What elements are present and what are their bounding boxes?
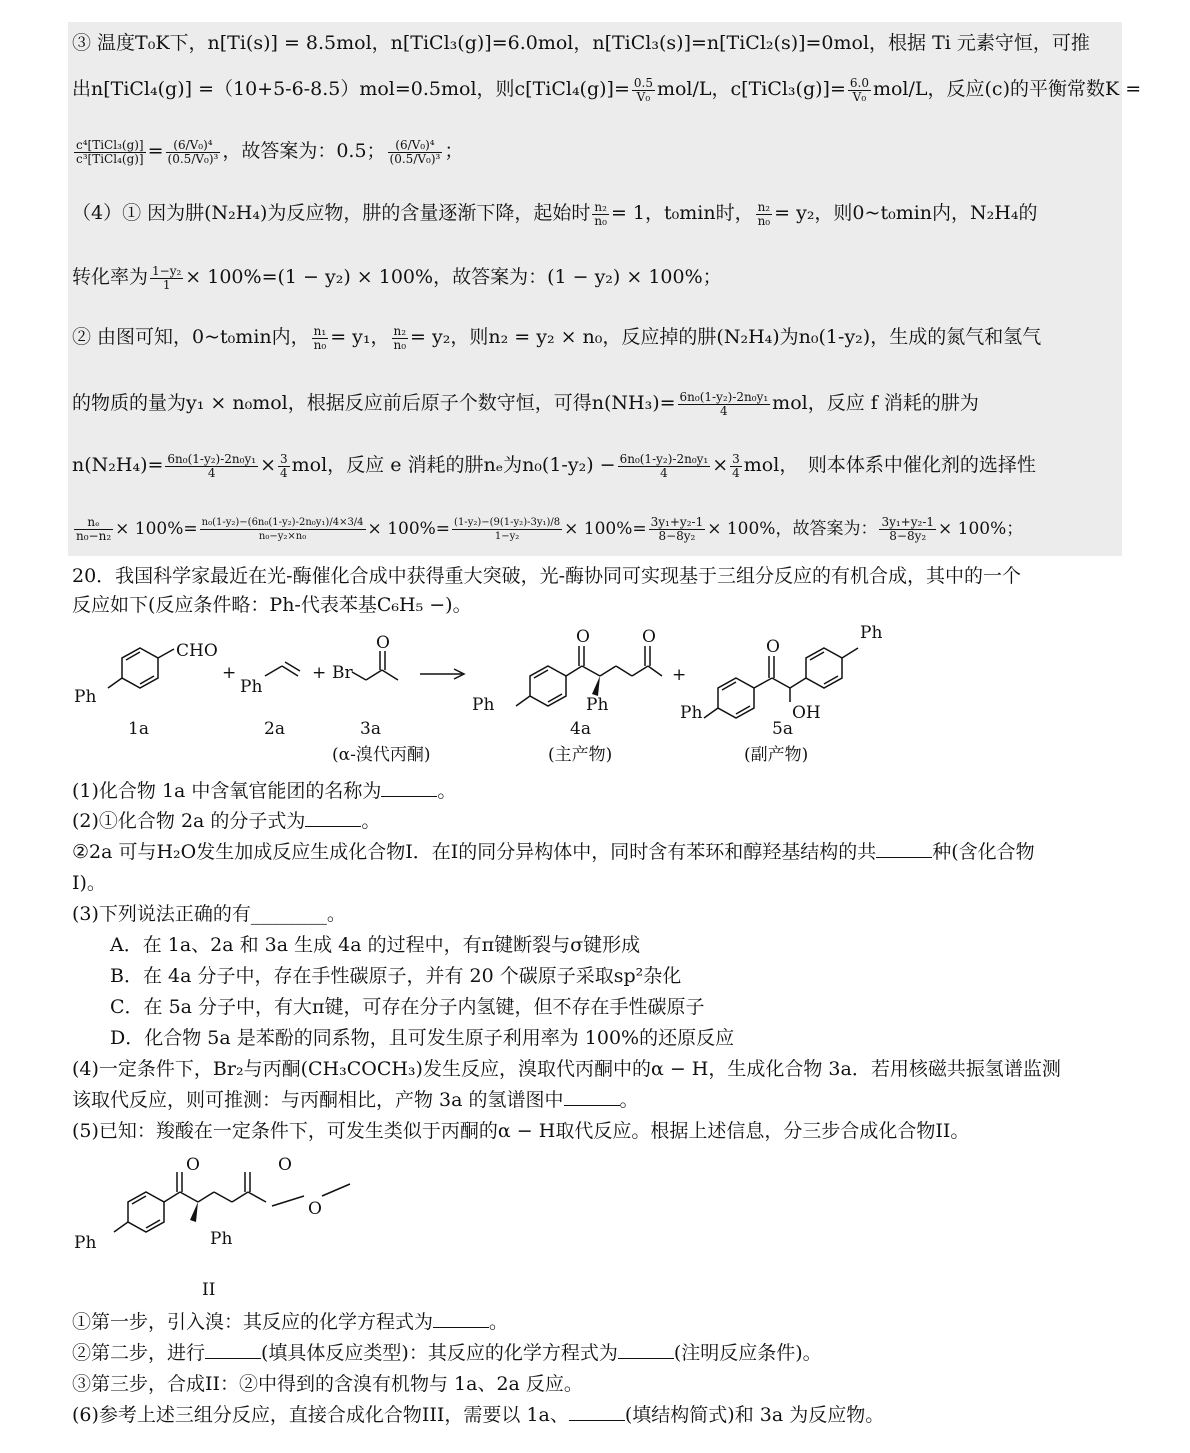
solution-line: $\frac{\text{nₑ}}{\text{n₀−n₂}}$ × 100%= $\frac{\text{n₀(1-y₂)−(6n₀(1-y₂)-2n₀y₁)/4×3/4}}{\text{n₀−y₂×n₀}}$ × 100%= $\frac{\text{(1-y₂)−(9(1-y₂)-3y₁)/8}}{\text{1−y₂}}$ × 100%= $\frac{\text{3y₁+y₂-1}}{\text{8−8y₂}}$ × 100%，故答案为： $\frac{\text{3y₁+y₂-1}}{\text{8−8y₂}}$ × 100%；: [76, 515, 1024, 543]
fraction: $\frac{\text{3y₁+y₂-1}}{\text{8−8y₂}}$: [881, 515, 935, 543]
fraction: $\frac{\text{1−y₂}}{1}$: [152, 263, 182, 292]
fraction: $\frac{\text{c⁴[TiCl₃(g)]}}{\text{c³[TiCl₄(g)]}}$: [76, 137, 144, 166]
benzene-ring: [128, 1192, 164, 1232]
compound-label-4a: 4a: [570, 719, 591, 739]
fraction: $\frac{\text{(6/V₀)⁴}}{\text{(0.5/V₀)³}}$: [167, 137, 219, 166]
fraction: $\frac{\text{n₂}}{\text{n₀}}$: [393, 323, 407, 352]
solution-line: 的物质的量为y₁ × n₀mol，根据反应前后原子个数守恒，可得n(NH₃)= $\frac{\text{6n₀(1-y₂)-2n₀y₁}}{4}$ mol，反应 f 消耗的肼为: [72, 389, 979, 418]
ph-label: Ph: [680, 703, 703, 723]
compound-note-3a: (α-溴代丙酮): [332, 745, 431, 765]
question-stem: 反应如下(反应条件略：Ph-代表苯基C₆H₅ −)。: [72, 594, 472, 616]
fraction: $\frac{\text{n₁}}{\text{n₀}}$: [313, 323, 327, 352]
solution-line: ③ 温度T₀K下，n[Ti(s)] = 8.5mol，n[TiCl₃(g)]=6.0mol，n[TiCl₃(s)]=n[TiCl₂(s)]=0mol，根据 Ti 元素守恒，可推: [72, 32, 1090, 54]
o-label: O: [376, 633, 390, 653]
o-label: O: [576, 627, 590, 647]
question-item: ①第一步，引入溴：其反应的化学方程式为 。: [72, 1311, 509, 1333]
fraction: $\frac{\text{6n₀(1-y₂)-2n₀y₁}}{4}$: [679, 389, 769, 418]
ph-label: Ph: [586, 695, 609, 715]
choice-option-a: A．在 1a、2a 和 3a 生成 4a 的过程中，有π键断裂与σ键形成: [110, 934, 641, 956]
choice-option-d: D．化合物 5a 是苯酚的同系物，且可发生原子利用率为 100%的还原反应: [110, 1027, 735, 1049]
question-item: ②第二步，进行 (填具体反应类型)：其反应的化学方程式为 (注明反应条件)。: [72, 1342, 822, 1364]
question-item: (6)参考上述三组分反应，直接合成化合物III，需要以 1a、 (填结构简式)和 3a 为反应物。: [72, 1404, 885, 1426]
question-item: ③第三步，合成II：②中得到的含溴有机物与 1a、2a 反应。: [72, 1373, 583, 1395]
o-label: O: [278, 1155, 292, 1175]
fraction: $\frac{\text{3y₁+y₂-1}}{\text{8−8y₂}}$: [650, 515, 704, 543]
plus-sign: +: [222, 663, 237, 683]
ph-label: Ph: [210, 1229, 233, 1249]
choice-option-c: C．在 5a 分子中，有大π键，可存在分子内氢键，但不存在手性碳原子: [110, 996, 705, 1018]
ph-label: Ph: [860, 623, 883, 643]
ph-label: Ph: [240, 677, 263, 697]
solution-line: （4）① 因为肼(N₂H₄)为反应物，肼的含量逐渐下降，起始时 $\frac{\text{n₂}}{\text{n₀}}$ = 1，t₀min时， $\frac{\text{n₂}}{\text{n₀}}$ = y₂，则0~t₀min内，N₂H₄的: [72, 199, 1038, 228]
fraction: $\frac{\text{6n₀(1-y₂)-2n₀y₁}}{4}$: [167, 451, 257, 480]
answer-blank[interactable]: [305, 808, 361, 827]
wedge-bond: [592, 676, 600, 696]
fraction: $\frac{0.5}{\text{V₀}}$: [633, 75, 653, 104]
cho-label: CHO: [176, 641, 218, 661]
question-item: (2)①化合物 2a 的分子式为 。: [72, 810, 381, 832]
solution-line: 转化率为 $\frac{\text{1−y₂}}{1}$ × 100%=(1 − y₂) × 100%，故答案为：(1 − y₂) × 100%；: [72, 263, 722, 292]
question-item: (3)下列说法正确的有________。: [72, 903, 346, 925]
ph-label: Ph: [472, 695, 495, 715]
solution-line: $\frac{\text{c⁴[TiCl₃(g)]}}{\text{c³[TiCl₄(g)]}}$ = $\frac{\text{(6/V₀)⁴}}{\text{(0.5/V₀)³}}$ ，故答案为：0.5； $\frac{\text{(6/V₀)⁴}}{\text{(0.5/V₀)³}}$ ；: [76, 137, 464, 166]
benzene-ring-1a: [122, 648, 158, 688]
answer-blank[interactable]: [569, 1402, 625, 1421]
answer-blank[interactable]: [205, 1340, 261, 1359]
compound-label-ii: II: [202, 1280, 216, 1300]
plus-sign: +: [672, 665, 687, 685]
compound-note-4a: (主产物): [548, 745, 613, 765]
question-item: (1)化合物 1a 中含氧官能团的名称为 。: [72, 780, 457, 802]
solution-line: n(N₂H₄)= $\frac{\text{6n₀(1-y₂)-2n₀y₁}}{4}$ × $\frac{3}{4}$ mol，反应 e 消耗的肼nₑ为n₀(1-y₂) − $\frac{\text{6n₀(1-y₂)-2n₀y₁}}{4}$ × $\frac{3}{4}$ mol， 则本体系中催化剂的选择性: [72, 451, 1036, 480]
question-item: (5)已知：羧酸在一定条件下，可发生类似于丙酮的α − H取代反应。根据上述信息，分三步合成化合物II。: [72, 1120, 970, 1142]
plus-sign: +: [312, 663, 327, 683]
question-item: 该取代反应，则可推测：与丙酮相比，产物 3a 的氢谱图中 。: [72, 1089, 639, 1111]
wedge-bond: [190, 1202, 198, 1222]
compound-label-3a: 3a: [360, 719, 381, 739]
answer-blank[interactable]: [381, 778, 437, 797]
fraction: $\frac{\text{n₂}}{\text{n₀}}$: [757, 199, 771, 228]
solution-line: ② 由图可知，0~t₀min内， $\frac{\text{n₁}}{\text{n₀}}$ = y₁， $\frac{\text{n₂}}{\text{n₀}}$ = y₂，则n₂ = y₂ × n₀，反应掉的肼(N₂H₄)为n₀(1-y₂)，生成的氮气和氢气: [72, 323, 1042, 352]
fraction: $\frac{\text{n₀(1-y₂)−(6n₀(1-y₂)-2n₀y₁)/4×3/4}}{\text{n₀−y₂×n₀}}$: [201, 517, 364, 542]
compound-label-2a: 2a: [264, 719, 285, 739]
o-label: O: [308, 1199, 322, 1219]
fraction: $\frac{\text{nₑ}}{\text{n₀−n₂}}$: [76, 515, 112, 543]
choice-option-b: B．在 4a 分子中，存在手性碳原子，并有 20 个碳原子采取sp²杂化: [110, 965, 682, 987]
compound-note-5a: (副产物): [744, 745, 809, 765]
ph-label: Ph: [74, 1233, 97, 1253]
oh-label: OH: [792, 703, 821, 723]
fraction: $\frac{3}{4}$: [279, 451, 288, 480]
fraction: $\frac{\text{(6/V₀)⁴}}{\text{(0.5/V₀)³}}$: [389, 137, 441, 166]
question-item: I)。: [72, 872, 106, 894]
solution-line: 出n[TiCl₄(g)] =（10+5-6-8.5）mol=0.5mol，则c[TiCl₄(g)]= $\frac{0.5}{\text{V₀}}$ mol/L，c[TiCl₃(g)]= $\frac{6.0}{\text{V₀}}$ mol/L，反应(c)的平衡常数K =: [72, 75, 1142, 104]
benzene-ring-5a: [718, 678, 754, 718]
o-label: O: [186, 1155, 200, 1175]
compound-label-1a: 1a: [128, 719, 149, 739]
compound-label-5a: 5a: [772, 719, 793, 739]
answer-blank[interactable]: [433, 1309, 489, 1328]
ph-label: Ph: [74, 687, 97, 707]
answer-blank[interactable]: [618, 1340, 674, 1359]
question-stem: 20．我国科学家最近在光-酶催化合成中获得重大突破，光-酶协同可实现基于三组分反应的有机合成，其中的一个: [72, 565, 1022, 587]
answer-blank[interactable]: [564, 1087, 620, 1106]
benzene-ring-4a: [530, 666, 566, 706]
compound-ii-structure: [60, 1150, 380, 1300]
question-item: ②2a 可与H₂O发生加成反应生成化合物I．在I的同分异构体中，同时含有苯环和醇羟基结构的共 种(含化合物: [72, 841, 1035, 863]
br-label: Br: [332, 663, 353, 683]
fraction: $\frac{\text{6n₀(1-y₂)-2n₀y₁}}{4}$: [619, 451, 709, 480]
question-item: (4)一定条件下，Br₂与丙酮(CH₃COCH₃)发生反应，溴取代丙酮中的α − H，生成化合物 3a．若用核磁共振氢谱监测: [72, 1058, 1061, 1080]
o-label: O: [642, 627, 656, 647]
fraction: $\frac{\text{(1-y₂)−(9(1-y₂)-3y₁)/8}}{\text{1−y₂}}$: [454, 517, 561, 542]
fraction: $\frac{6.0}{\text{V₀}}$: [849, 75, 869, 104]
fraction: $\frac{3}{4}$: [732, 451, 740, 480]
answer-blank[interactable]: [876, 839, 932, 858]
reaction-scheme: [60, 618, 940, 770]
fraction: $\frac{\text{n₂}}{\text{n₀}}$: [594, 199, 607, 228]
o-label: O: [766, 637, 780, 657]
